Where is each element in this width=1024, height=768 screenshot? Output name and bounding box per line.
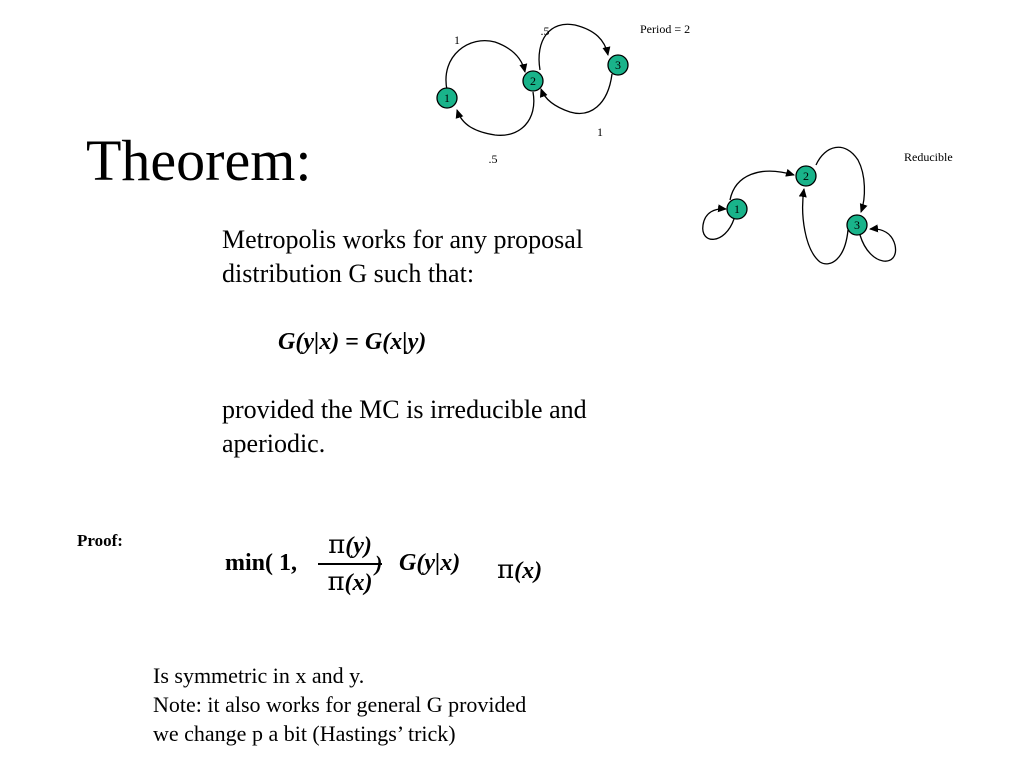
symmetry-equation <box>278 325 426 359</box>
reducible-node-1-label: 1 <box>734 202 740 216</box>
reducible-graph-caption: Reducible <box>904 150 953 164</box>
edge-label-3-to-2: 1 <box>597 125 603 139</box>
periodic-node-2-label: 2 <box>530 74 536 88</box>
statement-line-1: Metropolis works for any proposal <box>222 225 584 254</box>
statement-line-2: distribution G such that: <box>222 259 475 288</box>
edge-r-1-to-2 <box>730 171 794 200</box>
pi-symbol: π <box>327 567 345 597</box>
periodic-graph-caption: Period = 2 <box>640 22 691 36</box>
note-line-3: we change p a bit (Hastings’ trick) <box>153 721 456 746</box>
formula-close-paren: ) <box>375 551 383 576</box>
pi-symbol: π <box>328 530 346 560</box>
node-labels <box>444 58 860 232</box>
pi-symbol: π <box>497 555 515 585</box>
numerator-arg: (y) <box>345 533 372 559</box>
formula-min: min( 1, <box>225 550 297 576</box>
edge-label-2-to-1: .5 <box>488 152 498 166</box>
edge-label-1-to-2: 1 <box>454 33 460 47</box>
graph-captions <box>640 22 953 164</box>
reducible-node-3-label: 3 <box>854 218 860 232</box>
eq-left: G(y|x) <box>278 329 340 355</box>
formula-proposal: G(y|x) <box>399 550 461 576</box>
eq-right: G(x|y) <box>364 329 427 355</box>
periodic-edge-labels <box>454 24 603 166</box>
periodic-node-1-label: 1 <box>444 91 450 105</box>
edge-r-3-self-loop <box>860 229 896 261</box>
reducible-node-2-label: 2 <box>803 169 809 183</box>
fraction-denominator <box>318 567 382 598</box>
target-arg: (x) <box>514 558 543 584</box>
periodic-node-3-label: 3 <box>615 58 621 72</box>
condition-line-1: provided the MC is irreducible and <box>222 395 587 424</box>
closing-note <box>153 661 526 748</box>
fraction-bar <box>318 563 382 565</box>
edge-r-2-to-3 <box>816 147 864 212</box>
proof-label: Proof: <box>77 531 123 550</box>
formula-fraction <box>318 530 382 598</box>
edge-1-to-2 <box>446 41 525 90</box>
note-line-1: Is symmetric in x and y. <box>153 663 365 688</box>
denominator-arg: (x) <box>344 570 373 596</box>
formula-target <box>497 555 542 586</box>
note-line-2: Note: it also works for general G provided <box>153 692 527 717</box>
edge-label-2-to-3: .5 <box>540 24 550 38</box>
edge-3-to-2 <box>541 74 612 113</box>
eq-equals: = <box>339 329 365 355</box>
edge-r-3-to-2 <box>803 189 848 264</box>
slide-title: Theorem: <box>86 128 312 193</box>
condition-line-2: aperiodic. <box>222 429 326 458</box>
edge-2-to-1 <box>457 92 534 135</box>
fraction-numerator <box>318 530 382 561</box>
